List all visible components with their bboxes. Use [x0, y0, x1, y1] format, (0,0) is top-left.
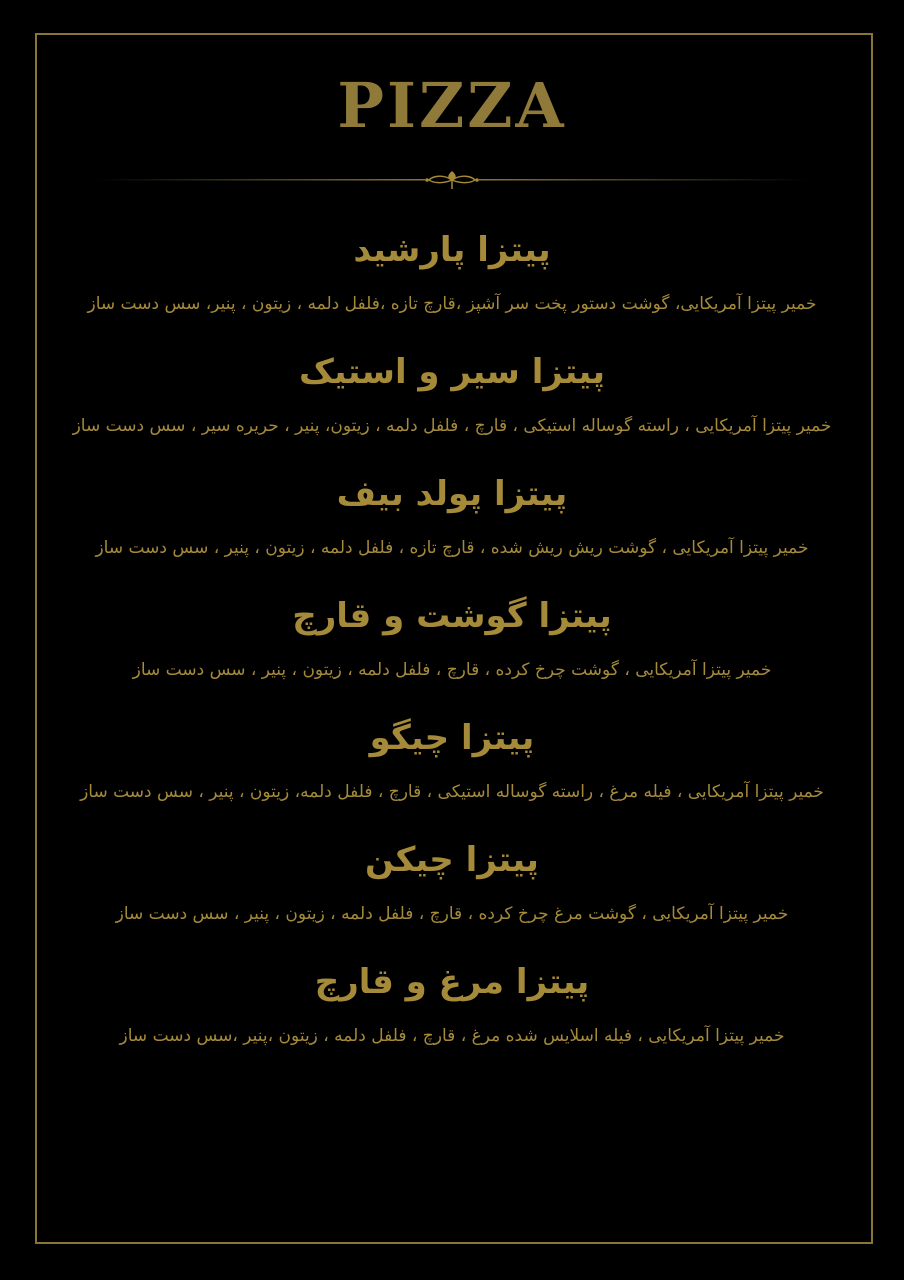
menu-item-description: خمیر پیتزا آمریکایی ، فیله مرغ ، راسته گوساله استیکی ، قارچ ، فلفل دلمه، زیتون ، پنیر ، سس دست ساز — [80, 782, 824, 802]
menu-item-name: پیتزا سیر و استیک — [298, 352, 606, 392]
menu-item — [0, 588, 904, 710]
pizza-menu-list — [0, 222, 904, 1076]
menu-item-description: خمیر پیتزا آمریکایی، گوشت دستور پخت سر آشپز ،قارچ تازه ،فلفل دلمه ، زیتون ، پنیر، سس دست ساز — [87, 294, 817, 314]
menu-item — [0, 222, 904, 344]
menu-item-description: خمیر پیتزا آمریکایی ، راسته گوساله استیکی ، قارچ ، فلفل دلمه ، زیتون، پنیر ، حریره سیر ، سس دست ساز — [72, 416, 832, 436]
ornamental-divider — [95, 168, 809, 192]
menu-item-description: خمیر پیتزا آمریکایی ، فیله اسلایس شده مرغ ، قارچ ، فلفل دلمه ، زیتون ،پنیر ،سس دست ساز — [119, 1026, 785, 1046]
menu-item — [0, 954, 904, 1076]
menu-item-description: خمیر پیتزا آمریکایی ، گوشت چرخ کرده ، قارچ ، فلفل دلمه ، زیتون ، پنیر ، سس دست ساز — [132, 660, 772, 680]
menu-item — [0, 710, 904, 832]
menu-item — [0, 832, 904, 954]
menu-item-description: خمیر پیتزا آمریکایی ، گوشت ریش ریش شده ، قارچ تازه ، فلفل دلمه ، زیتون ، پنیر ، سس دست ساز — [95, 538, 809, 558]
menu-item-name: پیتزا گوشت و قارچ — [292, 596, 612, 636]
menu-item-name: پیتزا چیکن — [365, 840, 539, 880]
menu-item-name: پیتزا مرغ و قارچ — [314, 962, 590, 1002]
menu-item-name: پیتزا چیگو — [369, 718, 535, 758]
menu-item — [0, 466, 904, 588]
menu-item — [0, 344, 904, 466]
menu-item-name: پیتزا پولد بیف — [336, 474, 568, 514]
menu-item-description: خمیر پیتزا آمریکایی ، گوشت مرغ چرخ کرده ، قارچ ، فلفل دلمه ، زیتون ، پنیر ، سس دست ساز — [115, 904, 789, 924]
page-title: PIZZA — [337, 69, 567, 142]
menu-item-name: پیتزا پارشید — [353, 230, 551, 270]
